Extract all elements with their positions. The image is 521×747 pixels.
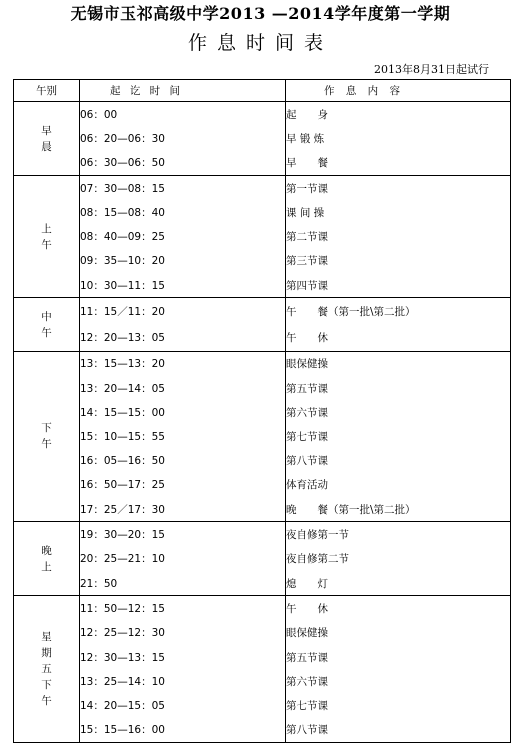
- time-cell: 20：25—21：10: [80, 547, 286, 571]
- time-cell: 06：00: [80, 102, 286, 127]
- activity-cell: 第八节课: [286, 448, 511, 472]
- table-row: [14, 176, 511, 201]
- time-cell: 09：35—10：20: [80, 249, 286, 273]
- time-cell: 12：25—12：30: [80, 621, 286, 645]
- table-row: [14, 717, 511, 742]
- time-cell: 21：50: [80, 571, 286, 596]
- time-cell: 08：40—09：25: [80, 225, 286, 249]
- period-label: 星期五下午: [41, 631, 52, 708]
- activity-cell: 晚 餐（第一批\第二批）: [286, 497, 511, 522]
- period-label: 下午: [41, 422, 52, 451]
- period-cell: [14, 298, 80, 351]
- activity-cell: 夜自修第二节: [286, 547, 511, 571]
- time-cell: 10：30—11：15: [80, 273, 286, 298]
- time-cell: 06：30—06：50: [80, 151, 286, 176]
- table-row: [14, 325, 511, 352]
- time-cell: 19：30—20：15: [80, 522, 286, 547]
- time-cell: 14：15—15：00: [80, 400, 286, 424]
- activity-cell: 午 休: [286, 596, 511, 621]
- table-row: [14, 424, 511, 448]
- activity-cell: 早 餐: [286, 151, 511, 176]
- time-cell: 12：30—13：15: [80, 645, 286, 669]
- period-label: 上午: [41, 222, 52, 251]
- column-header-time: 起 讫 时 间: [80, 80, 286, 102]
- time-cell: 13：25—14：10: [80, 669, 286, 693]
- time-cell: 17：25／17：30: [80, 497, 286, 522]
- activity-cell: 第六节课: [286, 669, 511, 693]
- time-cell: 12：20—13：05: [80, 325, 286, 352]
- table-row: [14, 249, 511, 273]
- table-row: [14, 621, 511, 645]
- document-title: 作息时间表: [187, 32, 333, 54]
- time-cell: 13：20—14：05: [80, 376, 286, 400]
- table-row: [14, 351, 511, 376]
- activity-cell: 午 休: [286, 325, 511, 352]
- activity-cell: 第七节课: [286, 424, 511, 448]
- time-cell: 11：50—12：15: [80, 596, 286, 621]
- table-row: [14, 400, 511, 424]
- activity-cell: 眼保健操: [286, 351, 511, 376]
- table-row: [14, 473, 511, 497]
- table-row: [14, 596, 511, 621]
- activity-cell: 午 餐（第一批\第二批）: [286, 298, 511, 325]
- table-row: [14, 571, 511, 596]
- table-row: [14, 102, 511, 127]
- table-row: [14, 522, 511, 547]
- activity-cell: 第八节课: [286, 717, 511, 742]
- time-cell: 13：15—13：20: [80, 351, 286, 376]
- activity-cell: 夜自修第一节: [286, 522, 511, 547]
- table-row: [14, 497, 511, 522]
- time-cell: 08：15—08：40: [80, 201, 286, 225]
- table-row: [14, 448, 511, 472]
- period-label: 晚上: [41, 544, 52, 573]
- period-cell: [14, 522, 80, 596]
- time-cell: 16：50—17：25: [80, 473, 286, 497]
- period-cell: [14, 176, 80, 298]
- period-label: 中午: [41, 310, 52, 339]
- time-cell: 16：05—16：50: [80, 448, 286, 472]
- activity-cell: 第七节课: [286, 693, 511, 717]
- table-row: [14, 225, 511, 249]
- activity-cell: 课 间 操: [286, 201, 511, 225]
- activity-cell: 起 身: [286, 102, 511, 127]
- table-row: [14, 273, 511, 298]
- table-row: [14, 298, 511, 325]
- table-row: [14, 126, 511, 150]
- time-cell: 15：15—16：00: [80, 717, 286, 742]
- schedule-table: [13, 79, 511, 743]
- period-cell: [14, 351, 80, 522]
- activity-cell: 第五节课: [286, 376, 511, 400]
- table-row: [14, 201, 511, 225]
- column-header-activity: 作 息 内 容: [286, 80, 511, 102]
- time-cell: 07：30—08：15: [80, 176, 286, 201]
- activity-cell: 第五节课: [286, 645, 511, 669]
- table-row: [14, 669, 511, 693]
- table-header-row: [14, 80, 511, 102]
- activity-cell: 第二节课: [286, 225, 511, 249]
- period-cell: [14, 102, 80, 176]
- activity-cell: 眼保健操: [286, 621, 511, 645]
- table-row: [14, 151, 511, 176]
- activity-cell: 体育活动: [286, 473, 511, 497]
- activity-cell: 早 锻 炼: [286, 126, 511, 150]
- time-cell: 06：20—06：30: [80, 126, 286, 150]
- table-row: [14, 547, 511, 571]
- table-row: [14, 693, 511, 717]
- column-header-period: 午别: [14, 80, 80, 102]
- time-cell: 14：20—15：05: [80, 693, 286, 717]
- time-cell: 15：10—15：55: [80, 424, 286, 448]
- period-cell: [14, 596, 80, 743]
- effective-date: 2013年8月31日起试行: [374, 63, 489, 76]
- period-label: 早晨: [41, 124, 52, 153]
- activity-cell: 第一节课: [286, 176, 511, 201]
- school-title: 无锡市玉祁高级中学2013 —2014学年度第一学期: [70, 4, 451, 23]
- activity-cell: 熄 灯: [286, 571, 511, 596]
- table-row: [14, 376, 511, 400]
- activity-cell: 第六节课: [286, 400, 511, 424]
- schedule-body: [14, 102, 511, 743]
- table-row: [14, 645, 511, 669]
- activity-cell: 第四节课: [286, 273, 511, 298]
- time-cell: 11：15／11：20: [80, 298, 286, 325]
- activity-cell: 第三节课: [286, 249, 511, 273]
